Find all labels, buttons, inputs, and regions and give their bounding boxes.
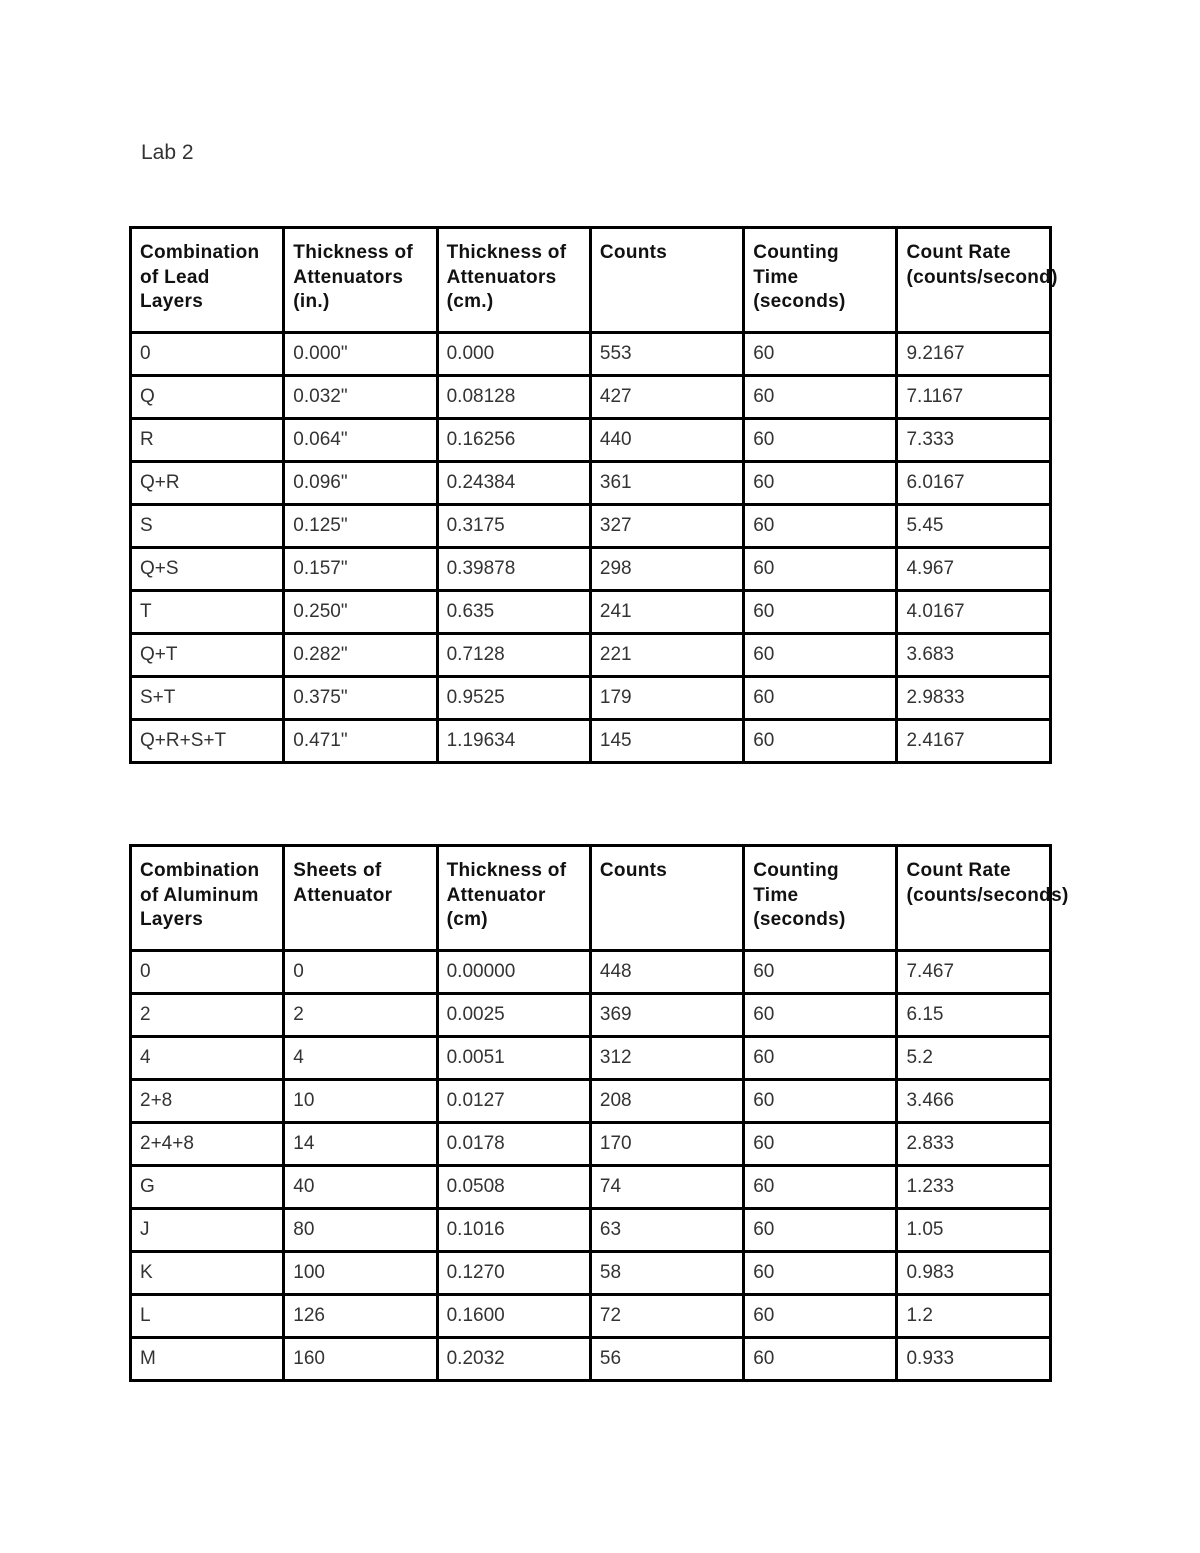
table-cell: M (131, 1338, 284, 1381)
table-cell: 60 (744, 994, 897, 1037)
aluminum-attenuation-table (129, 844, 1069, 1382)
table-cell: 327 (590, 505, 743, 548)
table-row (131, 505, 1051, 548)
table-cell: 60 (744, 333, 897, 376)
table-cell: 60 (744, 1080, 897, 1123)
table-cell: 3.466 (897, 1080, 1050, 1123)
table-cell: 2+8 (131, 1080, 284, 1123)
table-cell: 60 (744, 376, 897, 419)
table-cell: 2 (284, 994, 437, 1037)
table-cell: 0.00000 (437, 951, 590, 994)
table-row (131, 548, 1051, 591)
table-cell: 63 (590, 1209, 743, 1252)
table-row (131, 994, 1051, 1037)
table-cell: 9.2167 (897, 333, 1050, 376)
table-cell: 100 (284, 1252, 437, 1295)
table-cell: 14 (284, 1123, 437, 1166)
table-cell: 241 (590, 591, 743, 634)
table-cell: 74 (590, 1166, 743, 1209)
table-cell: 60 (744, 634, 897, 677)
table-header-row (131, 846, 1051, 951)
table-row (131, 720, 1051, 763)
table-cell: 7.467 (897, 951, 1050, 994)
table-cell: 0.096" (284, 462, 437, 505)
table-cell: 60 (744, 1338, 897, 1381)
table-cell: 40 (284, 1166, 437, 1209)
table-cell: 60 (744, 462, 897, 505)
column-header: Sheets of Attenuator (284, 846, 437, 951)
table-cell: 0.0025 (437, 994, 590, 1037)
table-cell: 60 (744, 591, 897, 634)
lead-attenuation-table (129, 226, 1058, 764)
table-row (131, 1252, 1051, 1295)
table-cell: Q+R+S+T (131, 720, 284, 763)
table-cell: 60 (744, 1209, 897, 1252)
table-cell: 10 (284, 1080, 437, 1123)
table-cell: 2.4167 (897, 720, 1050, 763)
table-row (131, 1295, 1051, 1338)
table-cell: 1.19634 (437, 720, 590, 763)
column-header: Combination of Lead Layers (131, 228, 284, 333)
table-cell: T (131, 591, 284, 634)
table-cell: 60 (744, 1166, 897, 1209)
table-cell: 0 (131, 333, 284, 376)
table-cell: 0.032" (284, 376, 437, 419)
table-cell: 0 (284, 951, 437, 994)
table-cell: 221 (590, 634, 743, 677)
table-cell: 6.0167 (897, 462, 1050, 505)
table-cell: 361 (590, 462, 743, 505)
table-cell: 0.983 (897, 1252, 1050, 1295)
table-cell: 126 (284, 1295, 437, 1338)
table-cell: 0.39878 (437, 548, 590, 591)
table-cell: 4 (131, 1037, 284, 1080)
table-cell: 170 (590, 1123, 743, 1166)
table-cell: 0.125" (284, 505, 437, 548)
table-cell: J (131, 1209, 284, 1252)
table-cell: 369 (590, 994, 743, 1037)
table-cell: 60 (744, 951, 897, 994)
table-cell: 60 (744, 505, 897, 548)
table-cell: 2.833 (897, 1123, 1050, 1166)
table-cell: 4 (284, 1037, 437, 1080)
table-cell: 60 (744, 1295, 897, 1338)
table-cell: 0.0127 (437, 1080, 590, 1123)
table-cell: 60 (744, 419, 897, 462)
table-cell: 1.2 (897, 1295, 1050, 1338)
table-row (131, 333, 1051, 376)
table-cell: 4.0167 (897, 591, 1050, 634)
table-cell: 0.0051 (437, 1037, 590, 1080)
table-cell: 7.333 (897, 419, 1050, 462)
table-cell: 0.635 (437, 591, 590, 634)
table-row (131, 951, 1051, 994)
column-header: Thickness of Attenuator (cm) (437, 846, 590, 951)
table-cell: 179 (590, 677, 743, 720)
table-cell: 56 (590, 1338, 743, 1381)
table-cell: Q+R (131, 462, 284, 505)
table-cell: 0.933 (897, 1338, 1050, 1381)
table-cell: 0.9525 (437, 677, 590, 720)
table-cell: 3.683 (897, 634, 1050, 677)
table-cell: L (131, 1295, 284, 1338)
table-row (131, 591, 1051, 634)
table-row (131, 634, 1051, 677)
table-cell: 312 (590, 1037, 743, 1080)
table-cell: 2 (131, 994, 284, 1037)
column-header: Count Rate (counts/second) (897, 228, 1050, 333)
table-cell: S (131, 505, 284, 548)
table-cell: 0.24384 (437, 462, 590, 505)
table-cell: 0.0178 (437, 1123, 590, 1166)
table-cell: 1.233 (897, 1166, 1050, 1209)
table-row (131, 1166, 1051, 1209)
page-title: Lab 2 (141, 141, 194, 164)
table-cell: 0.2032 (437, 1338, 590, 1381)
table-cell: 72 (590, 1295, 743, 1338)
table-row (131, 462, 1051, 505)
table-cell: S+T (131, 677, 284, 720)
table-cell: 0.7128 (437, 634, 590, 677)
table-cell: 427 (590, 376, 743, 419)
table-cell: 2.9833 (897, 677, 1050, 720)
table-cell: G (131, 1166, 284, 1209)
table-cell: 0.375" (284, 677, 437, 720)
table-cell: Q+S (131, 548, 284, 591)
column-header: Counts (590, 846, 743, 951)
table-row (131, 1209, 1051, 1252)
column-header: Counts (590, 228, 743, 333)
table-row (131, 677, 1051, 720)
table-cell: 0 (131, 951, 284, 994)
table-row (131, 376, 1051, 419)
table-cell: 160 (284, 1338, 437, 1381)
column-header: Count Rate (counts/seconds) (897, 846, 1050, 951)
table-cell: 2+4+8 (131, 1123, 284, 1166)
table-cell: 448 (590, 951, 743, 994)
table-cell: 60 (744, 1123, 897, 1166)
table-cell: 60 (744, 1037, 897, 1080)
table-cell: 0.471" (284, 720, 437, 763)
table-cell: 60 (744, 677, 897, 720)
table-row (131, 1037, 1051, 1080)
table-cell: 0.08128 (437, 376, 590, 419)
table-row (131, 419, 1051, 462)
table-cell: 0.0508 (437, 1166, 590, 1209)
table-cell: 4.967 (897, 548, 1050, 591)
table-row (131, 1338, 1051, 1381)
table-cell: 298 (590, 548, 743, 591)
table-row (131, 1080, 1051, 1123)
column-header: Thickness of Attenuators (in.) (284, 228, 437, 333)
table-cell: Q (131, 376, 284, 419)
table-cell: 0.16256 (437, 419, 590, 462)
table-cell: 0.000 (437, 333, 590, 376)
table-cell: 60 (744, 720, 897, 763)
table-cell: 7.1167 (897, 376, 1050, 419)
table-cell: 0.1270 (437, 1252, 590, 1295)
table-cell: 0.282" (284, 634, 437, 677)
table-cell: 208 (590, 1080, 743, 1123)
table-cell: 0.3175 (437, 505, 590, 548)
table-cell: 0.1600 (437, 1295, 590, 1338)
table-cell: Q+T (131, 634, 284, 677)
table-row (131, 1123, 1051, 1166)
table-cell: 60 (744, 1252, 897, 1295)
column-header: Counting Time (seconds) (744, 228, 897, 333)
table-cell: 0.1016 (437, 1209, 590, 1252)
column-header: Thickness of Attenuators (cm.) (437, 228, 590, 333)
table-cell: 6.15 (897, 994, 1050, 1037)
table-cell: 0.064" (284, 419, 437, 462)
column-header: Counting Time (seconds) (744, 846, 897, 951)
table-cell: 60 (744, 548, 897, 591)
table-cell: 5.45 (897, 505, 1050, 548)
table-header-row (131, 228, 1051, 333)
table-cell: 553 (590, 333, 743, 376)
table-cell: 0.157" (284, 548, 437, 591)
column-header: Combination of Aluminum Layers (131, 846, 284, 951)
table-cell: 0.000" (284, 333, 437, 376)
table-cell: 1.05 (897, 1209, 1050, 1252)
table-cell: K (131, 1252, 284, 1295)
table-cell: 5.2 (897, 1037, 1050, 1080)
table-cell: 145 (590, 720, 743, 763)
table-cell: 0.250" (284, 591, 437, 634)
table-cell: 80 (284, 1209, 437, 1252)
table-cell: 440 (590, 419, 743, 462)
table-cell: 58 (590, 1252, 743, 1295)
table-cell: R (131, 419, 284, 462)
